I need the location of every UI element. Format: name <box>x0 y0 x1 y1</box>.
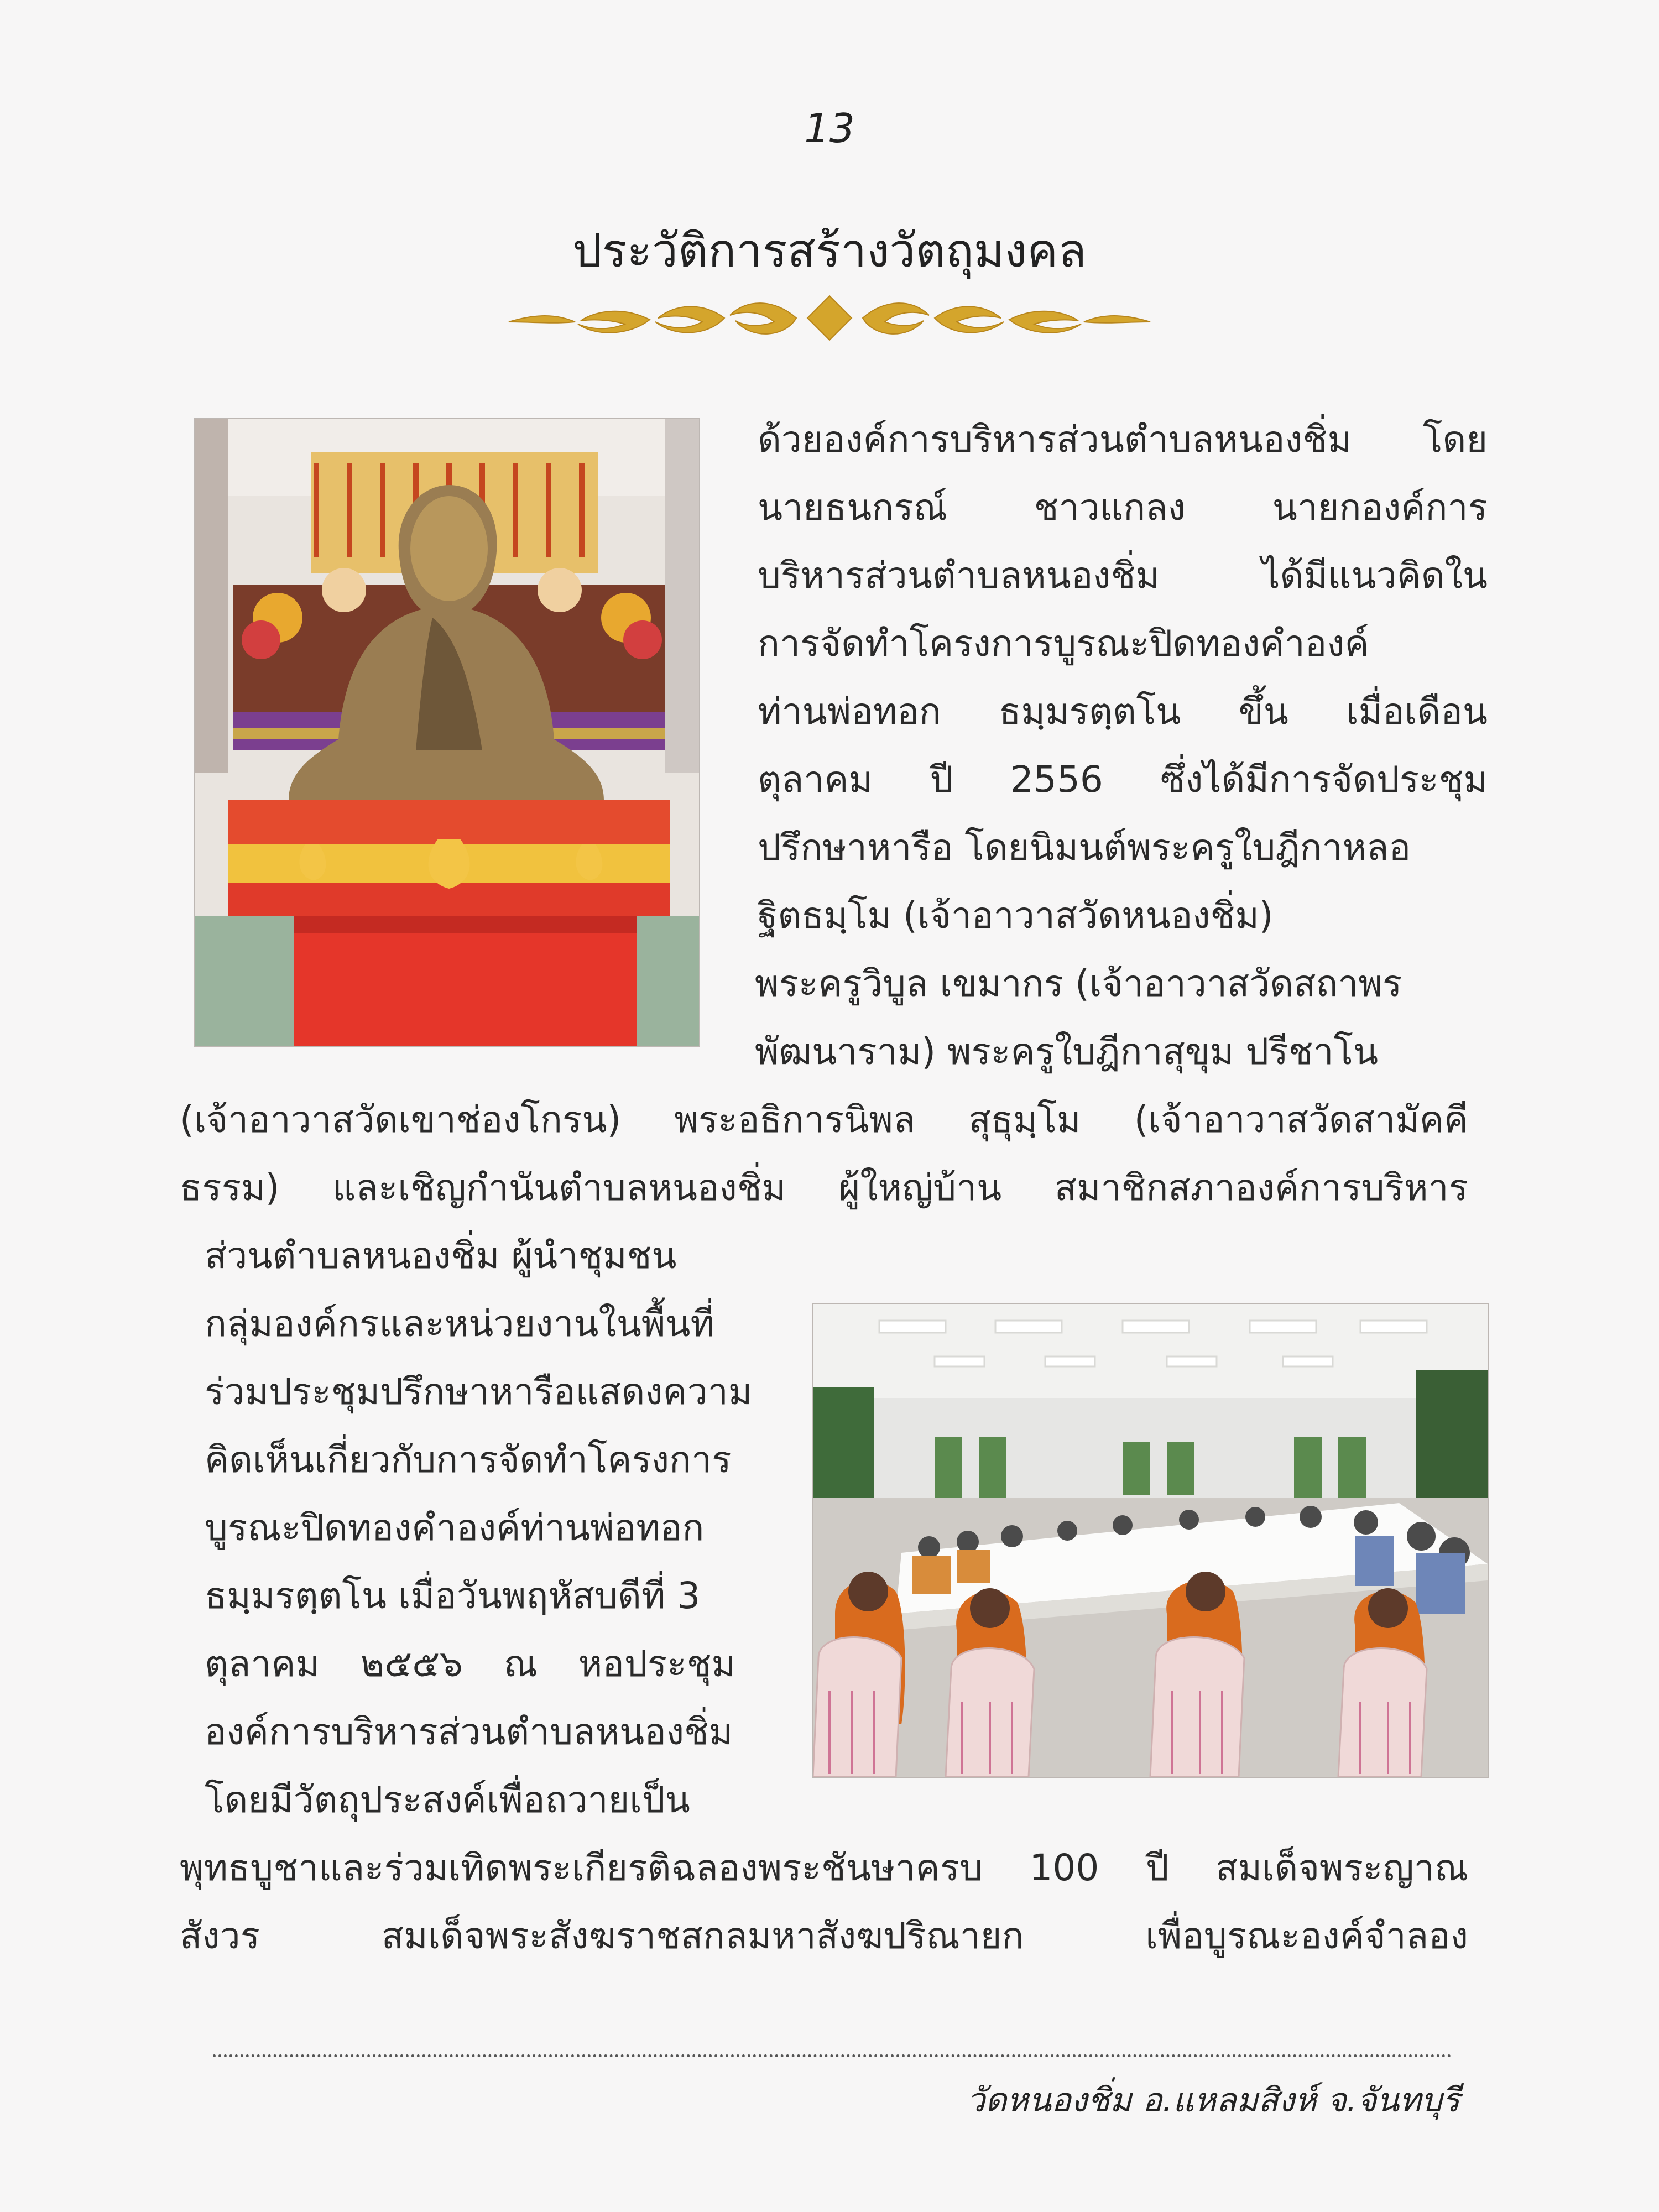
text-line: ตุลาคม ๒๕๕๖ ณ หอประชุม <box>205 1642 735 1685</box>
text-line: สังวร สมเด็จพระสังฆราชสกลมหาสังฆปริณายก เพื่อบูรณะองค์จำลอง <box>180 1914 1468 1957</box>
text-line: พัฒนาราม) พระครูใบฎีกาสุขุม ปรีชาโน <box>755 1030 1379 1073</box>
text-line: การจัดทำโครงการบูรณะปิดทองคำองค์ <box>758 622 1369 665</box>
text-line: คิดเห็นเกี่ยวกับการจัดทำโครงการ <box>205 1438 732 1481</box>
text-line: ร่วมประชุมปรึกษาหารือแสดงความ <box>205 1370 753 1413</box>
footer-dotted-rule <box>213 2054 1452 2057</box>
text-line: ธรรม) และเชิญกำนันตำบลหนองชิ่ม ผู้ใหญ่บ้าน สมาชิกสภาองค์การบริหาร <box>180 1166 1468 1209</box>
text-line: (เจ้าอาวาสวัดเขาช่องโกรน) พระอธิการนิพล สุธุมฺโม (เจ้าอาวาสวัดสามัคคี <box>180 1098 1468 1141</box>
text-line: โดยมีวัตถุประสงค์เพื่อถวายเป็น <box>205 1778 690 1821</box>
text-line: ด้วยองค์การบริหารส่วนตำบลหนองชิ่ม โดย <box>758 418 1488 461</box>
text-line: ตุลาคม ปี 2556 ซึ่งได้มีการจัดประชุม <box>758 758 1488 801</box>
text-line: บูรณะปิดทองคำองค์ท่านพ่อทอก <box>205 1506 705 1549</box>
text-line: องค์การบริหารส่วนตำบลหนองชิ่ม <box>205 1710 733 1753</box>
text-line: ส่วนตำบลหนองชิ่ม ผู้นำชุมชน <box>205 1234 677 1277</box>
text-line: ปรึกษาหารือ โดยนิมนต์พระครูใบฎีกาหลอ <box>758 826 1411 869</box>
text-line: บริหารส่วนตำบลหนองชิ่ม ได้มีแนวคิดใน <box>758 554 1488 597</box>
monk-statue-photo <box>194 418 700 1047</box>
text-line: ธมฺมรตฺตโน เมื่อวันพฤหัสบดีที่ 3 <box>205 1574 701 1617</box>
text-line: ท่านพ่อทอก ธมฺมรตฺตโน ขึ้น เมื่อเดือน <box>758 690 1488 733</box>
page-footer: วัดหนองชิ่ม อ.แหลมสิงห์ จ.จันทบุรี <box>966 2081 1460 2120</box>
meeting-photo <box>812 1303 1489 1778</box>
page-title: ประวัติการสร้างวัตถุมงคล <box>572 223 1087 278</box>
text-line: ฐิตธมฺโม (เจ้าอาวาสวัดหนองชิ่ม) <box>758 894 1274 937</box>
text-line: นายธนกรณ์ ชาวแกลง นายกองค์การ <box>758 486 1488 529</box>
page-number: 13 <box>804 105 855 152</box>
text-line: พระครูวิบูล เขมากร (เจ้าอาวาสวัดสถาพร <box>755 962 1402 1005</box>
text-line: กลุ่มองค์กรและหน่วยงานในพื้นที่ <box>205 1302 715 1345</box>
gold-ornament-divider <box>487 288 1172 348</box>
text-line: พุทธบูชาและร่วมเทิดพระเกียรติฉลองพระชันษาครบ 100 ปี สมเด็จพระญาณ <box>180 1846 1468 1889</box>
